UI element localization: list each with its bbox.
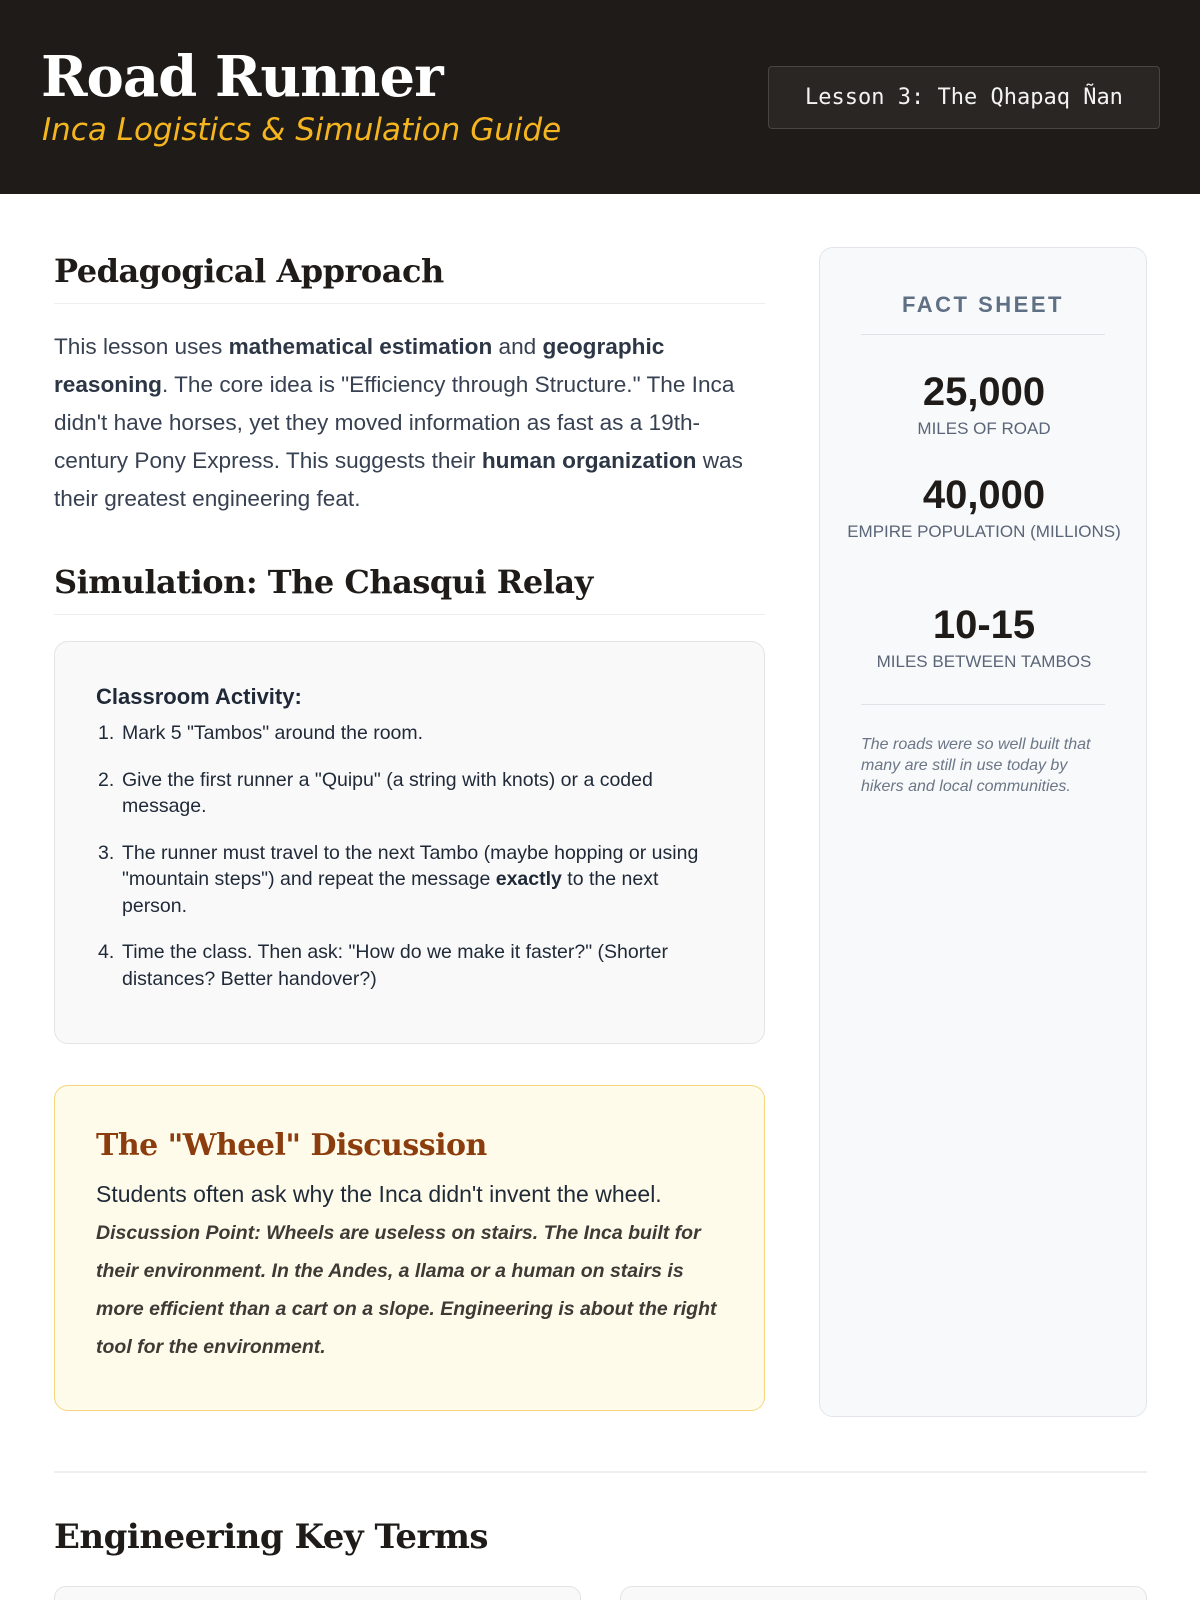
fact-sheet-note: The roads were so well built that many are still in use today by hikers and local communities.: [861, 736, 1091, 795]
page-header: [0, 0, 1200, 194]
lesson-badge: Lesson 3: The Qhapaq Ñan: [768, 66, 1160, 129]
fact-tambo-distance: [840, 601, 1128, 674]
step-text: Give the first runner a "Quipu" (a string with knots) or a coded message.: [122, 768, 653, 817]
activity-step: [96, 840, 724, 920]
wheel-discussion-box: [54, 1085, 765, 1411]
step-text: Mark 5 "Tambos" around the room.: [122, 722, 424, 744]
intro-emphasis-1: mathematical estimation: [228, 334, 493, 359]
section-divider: [54, 1471, 1147, 1473]
fact-value: 10-15: [932, 603, 1036, 647]
classroom-activity-box: [54, 641, 765, 1044]
fact-sheet-card: [819, 247, 1147, 1417]
wheel-discussion-lead: Students often ask why the Inca didn't invent the wheel.: [96, 1181, 662, 1207]
activity-step: [96, 767, 724, 820]
step-text: Time the class. Then ask: "How do we make it faster?" (Shorter distances? Better handover?): [122, 941, 668, 990]
activity-step: [96, 939, 724, 992]
intro-emphasis-3: human organization: [481, 448, 697, 473]
intro-text-4: was their greatest engineering feat.: [54, 448, 743, 511]
key-term-card: [620, 1586, 1147, 1600]
fact-sheet-divider: [861, 704, 1105, 705]
wheel-discussion-title: The "Wheel" Discussion: [96, 1128, 487, 1163]
step-number: 2.: [98, 768, 115, 791]
intro-emphasis-2: geographic reasoning: [54, 334, 665, 397]
intro-text-2: and: [492, 334, 543, 359]
activity-step: [96, 720, 724, 747]
step-number: 4.: [98, 941, 115, 963]
fact-value: 25,000: [922, 370, 1046, 414]
discussion-point: Discussion Point: Wheels are useless on stairs. The Inca built for their environment. In the Andes, a llama or a human on stairs is more efficient than a cart on a slope. Engineering is about the right tool for the environment.: [96, 1222, 717, 1358]
step-text: The runner must travel to the next Tambo (maybe hopping or using "mountain steps") and repeat the message: [122, 841, 699, 890]
key-terms-heading: Engineering Key Terms: [54, 1517, 489, 1557]
page-subtitle: Inca Logistics & Simulation Guide: [42, 112, 562, 148]
intro-text-1: This lesson uses: [54, 334, 229, 359]
key-term-card: [54, 1586, 581, 1600]
fact-empire-population: [840, 471, 1128, 544]
step-emphasis: exactly: [495, 868, 562, 890]
fact-value: 40,000: [922, 473, 1046, 517]
simulation-heading: Simulation: The Chasqui Relay: [54, 562, 765, 615]
activity-title: Classroom Activity:: [96, 684, 302, 709]
fact-label: MILES OF ROAD: [917, 419, 1051, 438]
fact-label: MILES BETWEEN TAMBOS: [876, 652, 1092, 671]
pedagogical-approach-heading: Pedagogical Approach: [54, 251, 765, 304]
page-title: Road Runner: [41, 44, 443, 110]
intro-paragraph: [54, 328, 765, 518]
fact-label: EMPIRE POPULATION (MILLIONS): [847, 522, 1121, 541]
activity-steps-list: [96, 720, 724, 992]
step-text: to the next person.: [122, 868, 659, 917]
step-number: 3.: [98, 841, 115, 864]
intro-text-3: . The core idea is "Efficiency through Structure." The Inca didn't have horses, yet they moved information as fast as a 19th-century Pony Express. This suggests their: [54, 372, 735, 473]
step-number: 1.: [98, 722, 115, 744]
fact-sheet-heading: FACT SHEET: [861, 290, 1105, 335]
fact-road-miles: [840, 368, 1128, 441]
